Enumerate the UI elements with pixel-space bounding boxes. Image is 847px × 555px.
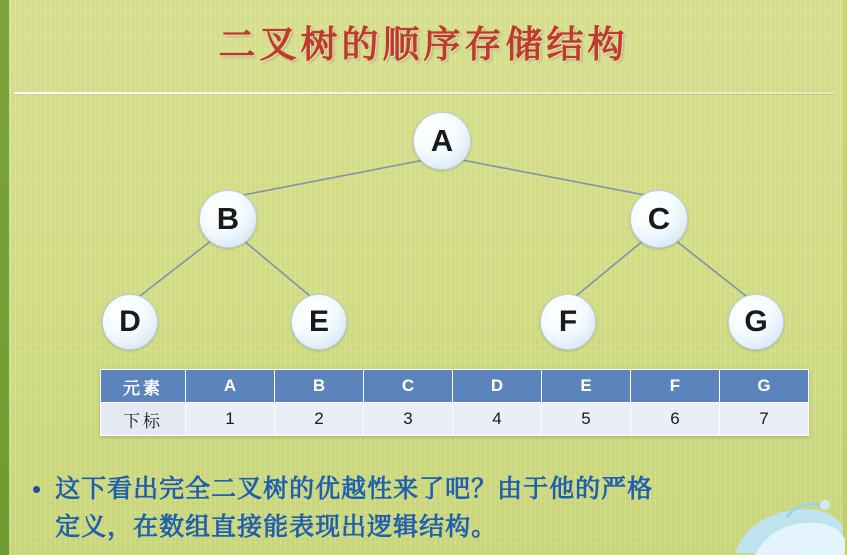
table-header-cell: G <box>720 370 809 403</box>
title-divider <box>14 92 834 95</box>
corner-decoration <box>725 465 845 555</box>
table-row <box>101 403 809 436</box>
tree-node-label: C <box>647 201 671 236</box>
bullet-line-1: 这下看出完全二叉树的优越性来了吧？由于他的严格 <box>55 474 654 503</box>
table-cell: 6 <box>631 403 720 436</box>
table-header-cell: A <box>186 370 275 403</box>
tree-node-c[interactable] <box>630 190 688 248</box>
table-row-label: 下标 <box>101 403 186 436</box>
tree-node-label: D <box>119 305 141 338</box>
tree-node-b[interactable] <box>199 190 257 248</box>
tree-node-e[interactable] <box>291 294 347 350</box>
left-edge-strip <box>0 0 9 555</box>
table-cell: 1 <box>186 403 275 436</box>
table-cell: 7 <box>720 403 809 436</box>
table-cell: 5 <box>542 403 631 436</box>
tree-node-label: B <box>216 201 240 236</box>
bullet-line-2: 定义，在数组直接能表现出逻辑结构。 <box>55 512 498 541</box>
tree-node-label: F <box>558 305 578 338</box>
table-cell: 4 <box>453 403 542 436</box>
array-table <box>100 369 809 436</box>
tree-node-a[interactable] <box>413 112 471 170</box>
table-cell: 2 <box>275 403 364 436</box>
table-header-cell: E <box>542 370 631 403</box>
bullet-paragraph <box>24 470 824 546</box>
tree-node-label: E <box>308 305 329 338</box>
table-cell: 3 <box>364 403 453 436</box>
table-header-label: 元素 <box>101 370 186 403</box>
table-header-row <box>101 370 809 403</box>
bullet-marker: • <box>32 474 42 504</box>
table-header-cell: F <box>631 370 720 403</box>
tree-node-f[interactable] <box>540 294 596 350</box>
table-header-cell: B <box>275 370 364 403</box>
page-title: 二叉树的顺序存储结构 <box>218 22 629 66</box>
table-header-cell: D <box>453 370 542 403</box>
table-header-cell: C <box>364 370 453 403</box>
tree-node-label: A <box>430 123 454 158</box>
tree-node-d[interactable] <box>102 294 158 350</box>
tree-node-g[interactable] <box>728 294 784 350</box>
tree-node-label: G <box>744 305 768 338</box>
